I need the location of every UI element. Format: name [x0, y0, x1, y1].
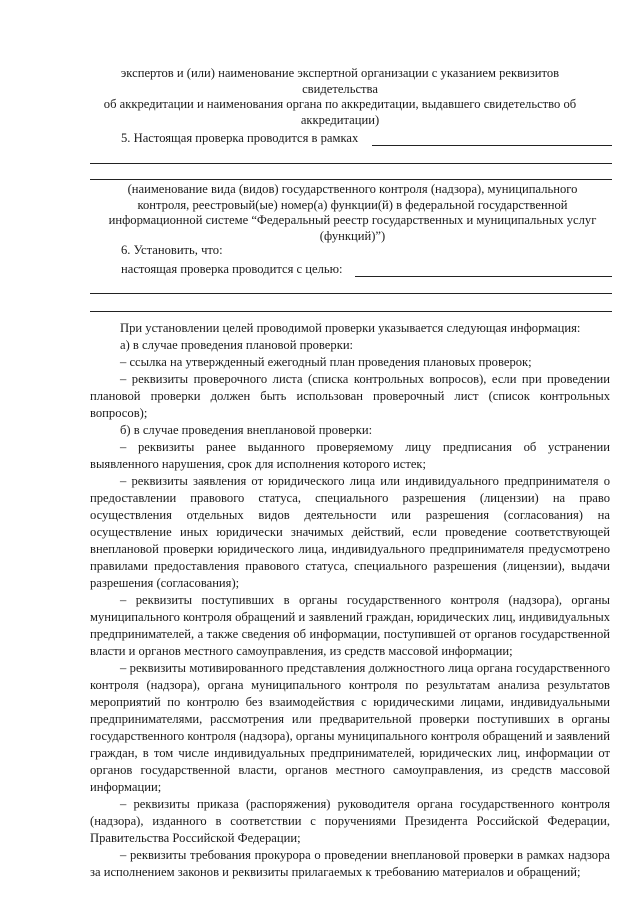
item-6-line-2	[90, 293, 612, 294]
caption-top-line-4: аккредитации)	[300, 112, 380, 127]
item-6-purpose: настоящая проверка проводится с целью:	[121, 262, 343, 276]
body-para-4: – реквизиты проверочного листа (списка контрольных вопросов), если при проведении плановой проверки должен быть использован проверочный лист (список контрольных вопросов);	[90, 372, 610, 420]
body-para-3: – ссылка на утвержденный ежегодный план проведения плановых проверок;	[120, 355, 532, 369]
body-para-8: – реквизиты поступивших в органы государственного контроля (надзора), органы муниципального контроля обращений и заявлений граждан, юридических лиц, индивидуальных предпринимателей, а также сведения об информации, поступившей от органов государственной власти и органов местного самоуправления, из средств массовой информации;	[90, 593, 610, 658]
body-para-6: – реквизиты ранее выданного проверяемому лицу предписания об устранении выявленного нарушения, срок для исполнения которого истек;	[90, 440, 610, 471]
item-6-label: 6. Установить, что:	[121, 243, 223, 257]
item-5-line-3	[90, 179, 612, 180]
body-para-7: – реквизиты заявления от юридического лица или индивидуального предпринимателя о предоставлении правового статуса, специального разрешения (лицензии) на право осуществления отдельных видов деятельности или разрешения (согласования) на осуществление иных юридически значимых действий, если проведение соответствующей внеплановой проверки юридического лица, индивидуального предпринимателя предусмотрено правилами предоставления правового статуса, специального разрешения (лицензии), выдачи разрешения (согласования);	[90, 474, 610, 590]
caption-mid-line-3: информационной системе “Федеральный реестр государственных и муниципальных услуг	[108, 213, 597, 227]
caption-top	[90, 66, 590, 128]
item-6-fill-line	[355, 276, 612, 277]
body-para-11: – реквизиты требования прокурора о проведении внеплановой проверки в рамках надзора за исполнением законов и реквизиты прилагаемых к требованию материалов и обращений;	[90, 848, 610, 879]
body-para-2: а) в случае проведения плановой проверки:	[120, 338, 354, 352]
body-para-10: – реквизиты приказа (распоряжения) руководителя органа государственного контроля (надзора), изданного в соответствии с поручениями Президента Российской Федерации, Правительства Российской Федерации;	[90, 797, 610, 845]
caption-top-line-1: экспертов и (или) наименование экспертной организации с указанием реквизитов	[120, 66, 560, 80]
caption-top-line-2: свидетельства	[302, 81, 378, 96]
item-5-label: 5. Настоящая проверка проводится в рамках	[121, 131, 359, 145]
body-para-5: б) в случае проведения внеплановой проверки:	[120, 423, 373, 437]
body-text	[90, 320, 610, 881]
item-6-line-3	[90, 311, 612, 312]
caption-mid-line-1: (наименование вида (видов) государственного контроля (надзора), муниципального	[127, 182, 578, 196]
caption-mid	[90, 182, 615, 244]
caption-mid-line-2: контроля, реестровый(ые) номер(а) функции(й) в федеральной государственной	[137, 197, 568, 212]
item-5-fill-line	[372, 145, 612, 146]
body-para-9: – реквизиты мотивированного представления должностного лица органа государственного контроля (надзора), органа муниципального контроля по результатам анализа результатов мероприятий по контролю без взаимодействия с юридическими лицами, индивидуальными предпринимателями, рассмотрения или предварительной проверки поступивших в органы государственного контроля (надзора), органы муниципального контроля обращений и заявлений граждан, в том числе индивидуальных предпринимателей, юридических лиц, информации от органов государственной власти, органов местного самоуправления, из средств массовой информации;	[90, 661, 610, 794]
caption-top-line-3: об аккредитации и наименования органа по аккредитации, выдавшего свидетельство об	[103, 97, 577, 111]
caption-mid-line-4: (функций)”)	[319, 228, 386, 243]
item-5-line-2	[90, 163, 612, 164]
body-para-1: При установлении целей проводимой проверки указывается следующая информация:	[120, 321, 581, 335]
